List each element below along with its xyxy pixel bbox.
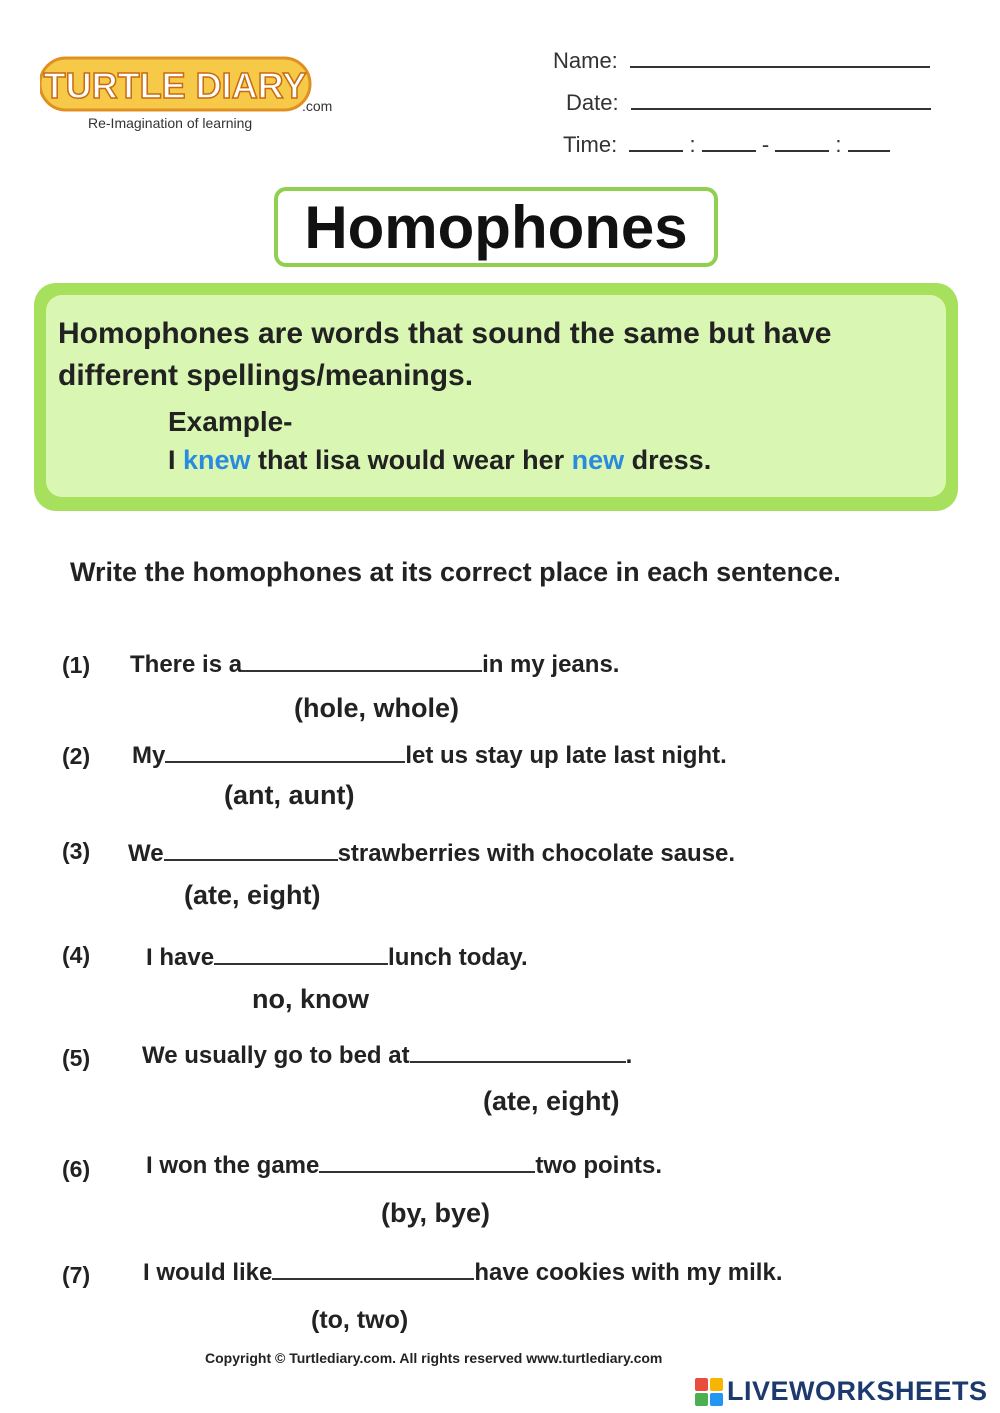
- name-row: [553, 48, 930, 74]
- sentence-after: lunch today.: [388, 944, 528, 971]
- sentence-before: We usually go to bed at: [142, 1042, 410, 1069]
- sentence-before: We: [128, 840, 164, 867]
- definition-text: Homophones are words that sound the same but have different spellings/meanings.: [58, 317, 832, 392]
- example-highlight-word: knew: [183, 445, 251, 475]
- sentence-after: strawberries with chocolate sause.: [337, 840, 736, 867]
- question-number: (7): [62, 1262, 91, 1288]
- question-sentence: [132, 742, 727, 770]
- date-field[interactable]: [631, 92, 931, 110]
- page-title: Homophones: [274, 187, 718, 267]
- example-part: dress.: [624, 445, 712, 475]
- instruction-text: Write the homophones at its correct place in each sentence.: [70, 557, 841, 587]
- sentence-before: I have: [146, 944, 215, 971]
- word-options: (ant, aunt): [224, 780, 355, 810]
- liveworksheets-text: LIVEWORKSHEETS: [727, 1376, 988, 1406]
- example-part: that lisa would wear her: [250, 445, 572, 475]
- answer-blank[interactable]: [165, 743, 405, 763]
- copyright-text: Copyright © Turtlediary.com. All rights reserved www.turtlediary.com: [205, 1350, 663, 1366]
- question-number: (2): [62, 743, 91, 769]
- answer-blank[interactable]: [272, 1260, 474, 1280]
- question-number: (4): [62, 942, 91, 968]
- example-highlight-word: new: [571, 445, 625, 475]
- sentence-after: two points.: [535, 1152, 663, 1179]
- answer-blank[interactable]: [319, 1153, 535, 1173]
- word-options: (to, two): [311, 1306, 409, 1334]
- question-number: (3): [62, 838, 91, 864]
- question-sentence: [146, 1152, 662, 1180]
- sentence-after: .: [625, 1042, 633, 1069]
- example-label: Example-: [168, 406, 293, 437]
- time-start-hour-field[interactable]: [629, 134, 683, 152]
- sentence-after: have cookies with my milk.: [474, 1259, 783, 1286]
- time-separator: -: [761, 132, 770, 157]
- question-number: (5): [62, 1045, 91, 1071]
- word-options: (by, bye): [381, 1198, 491, 1228]
- example-sentence: [168, 445, 711, 476]
- time-start-minute-field[interactable]: [702, 134, 756, 152]
- logo-tagline: Re-Imagination of learning: [88, 115, 253, 131]
- time-label: Time:: [563, 132, 618, 157]
- time-end-minute-field[interactable]: [848, 134, 890, 152]
- sentence-before: I won the game: [146, 1152, 320, 1179]
- name-field[interactable]: [630, 50, 930, 68]
- word-options: (hole, whole): [294, 693, 459, 723]
- question-sentence: [143, 1259, 782, 1287]
- question-sentence: [142, 1042, 632, 1070]
- word-options: (ate, eight): [483, 1086, 620, 1116]
- answer-blank[interactable]: [410, 1043, 626, 1063]
- logo-brand-text: TURTLE DIARY: [43, 65, 307, 106]
- sentence-before: There is a: [130, 651, 243, 678]
- name-label: Name:: [553, 48, 618, 73]
- liveworksheets-badge[interactable]: [695, 1376, 988, 1407]
- example-part: I: [168, 445, 184, 475]
- sentence-before: I would like: [143, 1259, 273, 1286]
- question-sentence: [146, 944, 528, 972]
- logo-suffix: .com: [302, 98, 333, 114]
- question-sentence: [128, 840, 735, 868]
- answer-blank[interactable]: [214, 945, 388, 965]
- time-row: [563, 132, 890, 158]
- time-separator: :: [689, 132, 696, 157]
- time-separator: :: [835, 132, 842, 157]
- answer-blank[interactable]: [242, 652, 482, 672]
- liveworksheets-icon: [695, 1378, 723, 1406]
- answer-blank[interactable]: [164, 841, 338, 861]
- question-sentence: [130, 651, 619, 679]
- word-options: (ate, eight): [184, 880, 321, 910]
- question-number: (1): [62, 652, 91, 678]
- sentence-after: in my jeans.: [482, 651, 620, 678]
- word-options: no, know: [252, 984, 369, 1014]
- date-label: Date:: [566, 90, 619, 115]
- date-row: [566, 90, 931, 116]
- question-number: (6): [62, 1156, 91, 1182]
- time-end-hour-field[interactable]: [775, 134, 829, 152]
- sentence-before: My: [132, 742, 166, 769]
- sentence-after: let us stay up late last night.: [405, 742, 727, 769]
